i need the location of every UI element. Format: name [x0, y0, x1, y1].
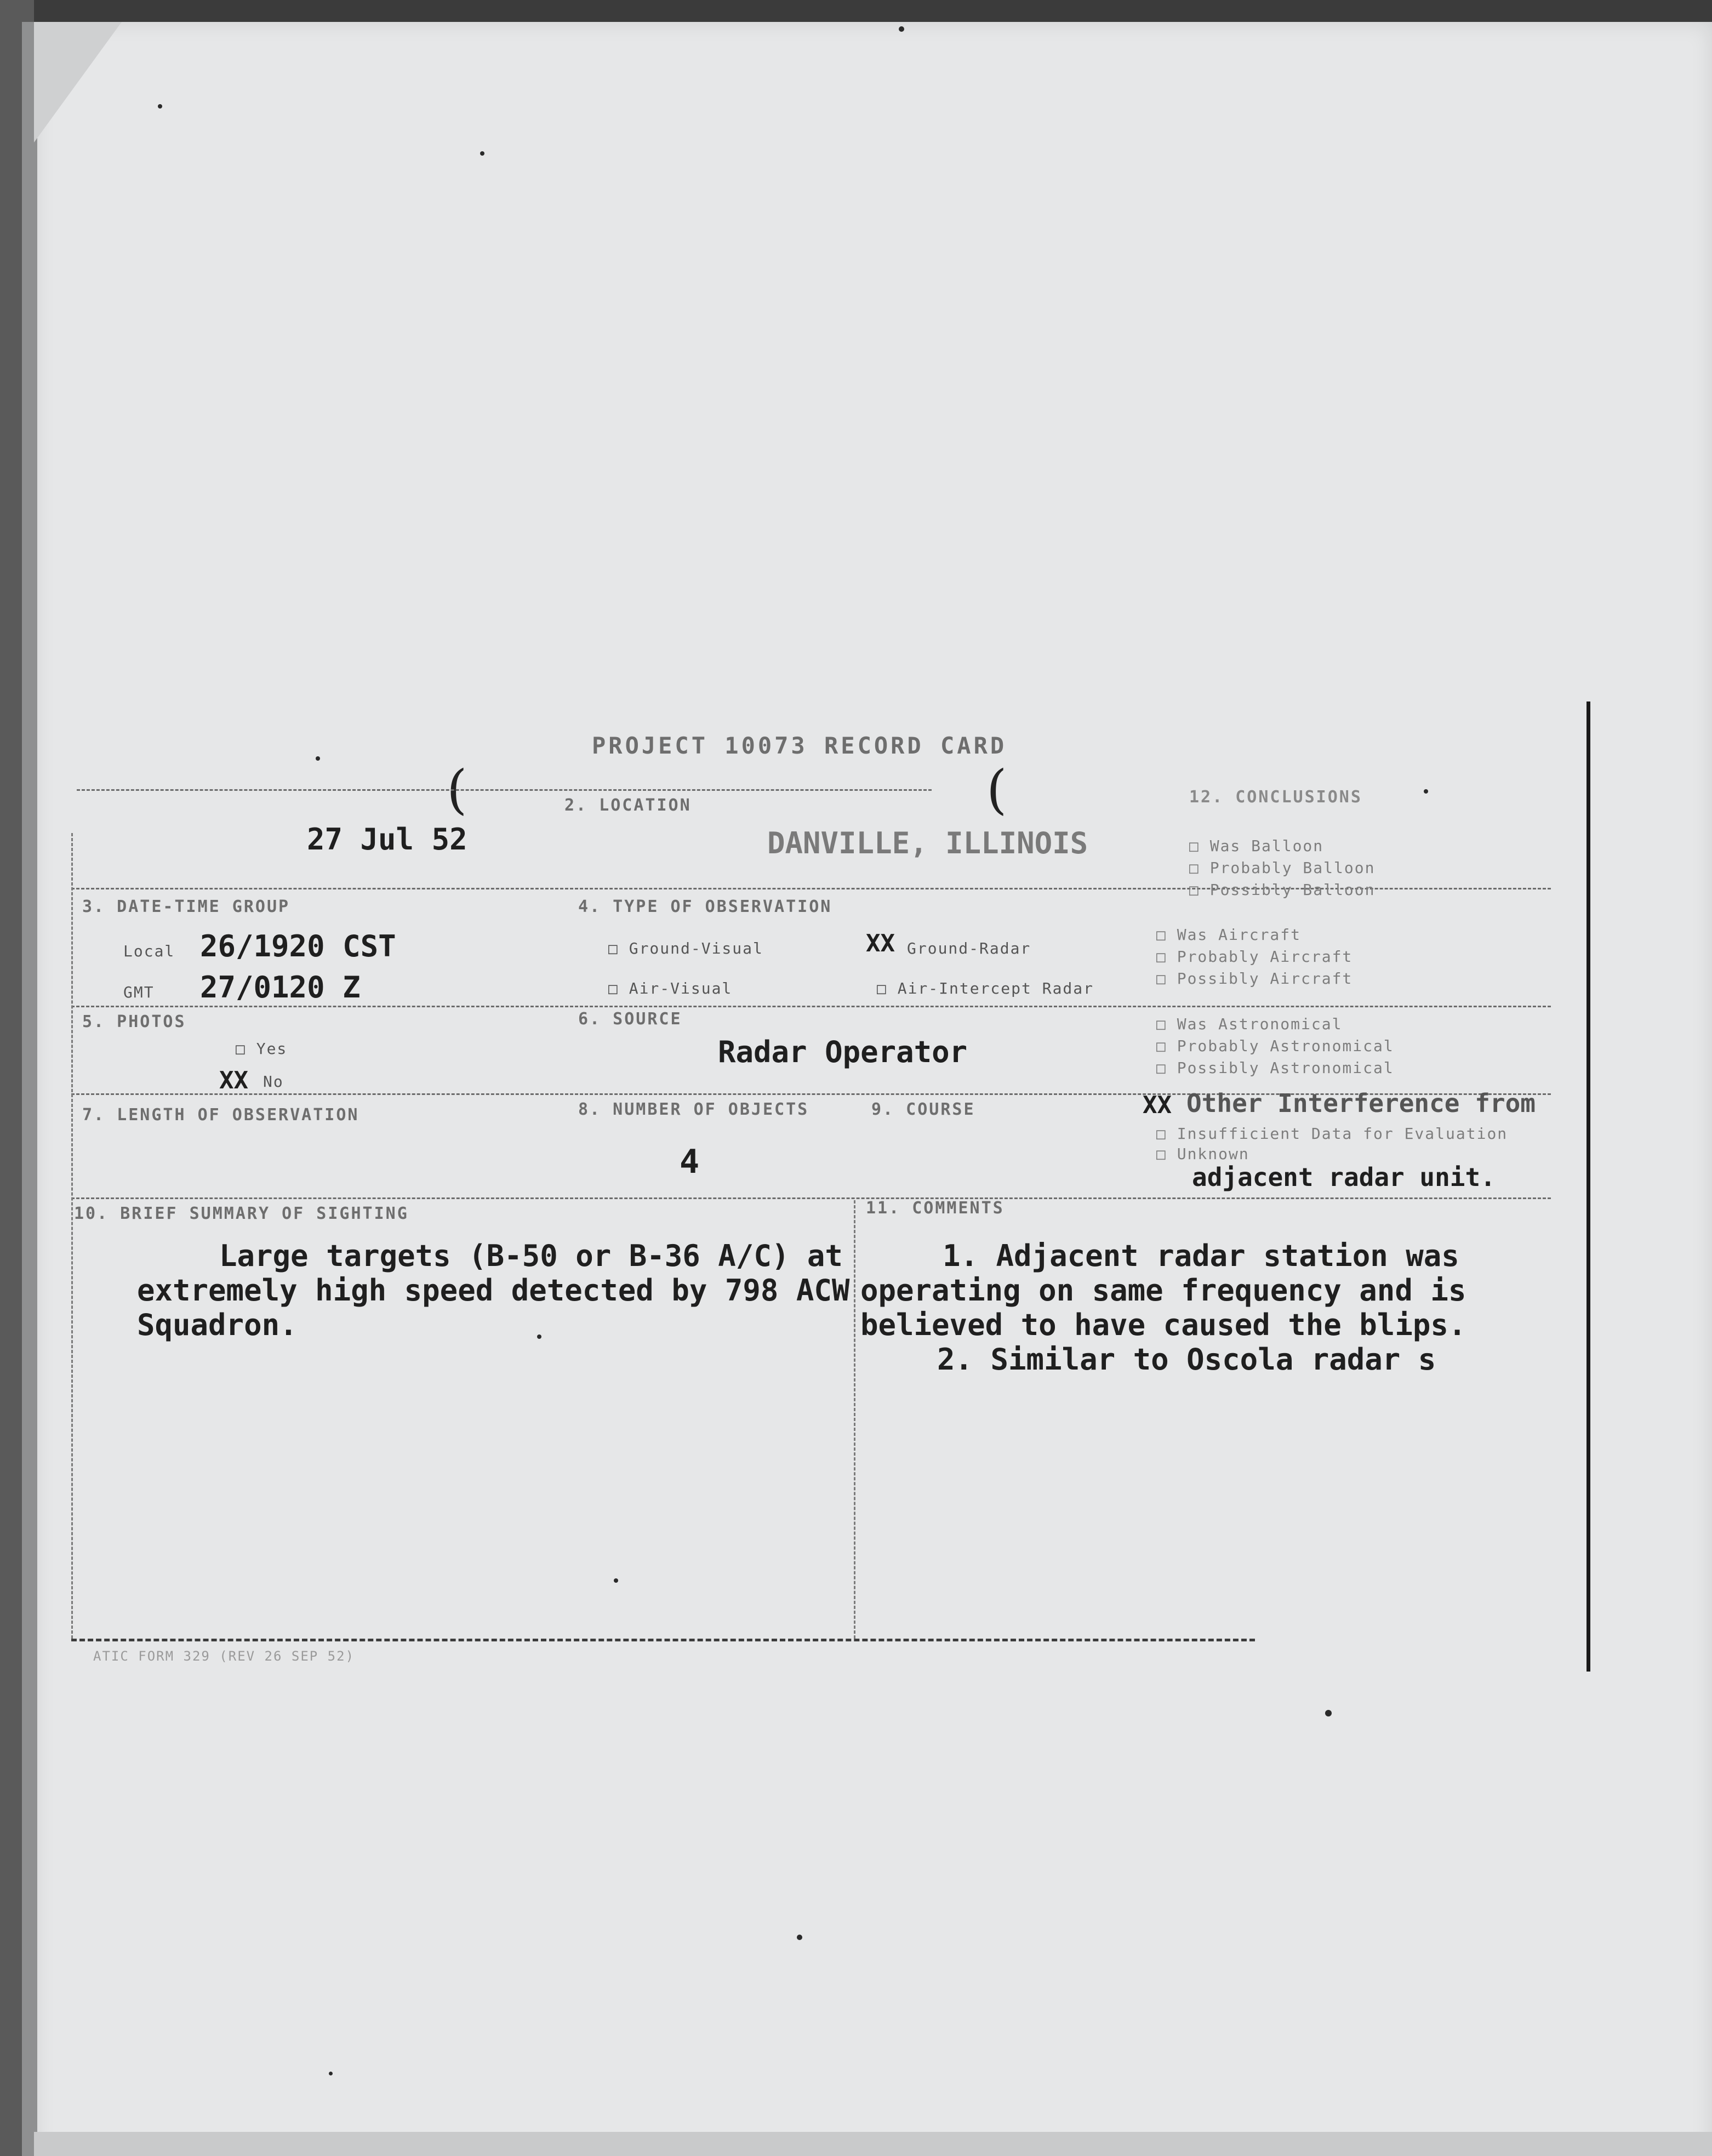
scan-speck [158, 104, 162, 109]
conclusion-option-5: □ Probably Aircraft [1156, 948, 1353, 966]
dtg-local-prefix: Local [123, 942, 175, 960]
conclusion-option-4: □ Was Aircraft [1156, 926, 1302, 944]
conclusion-selected-mark: XX [1143, 1091, 1172, 1119]
middle-rule [854, 1200, 855, 1639]
comments-line-2: operating on same frequency and is [860, 1273, 1466, 1308]
air-intercept-option: □ Air-Intercept Radar [877, 979, 1094, 997]
date-value: 27 Jul 52 [307, 822, 467, 857]
row2-rule [71, 1006, 1551, 1007]
conclusion-option-1: □ Was Balloon [1189, 837, 1324, 855]
top-rule [77, 789, 932, 791]
ground-visual-option: □ Ground-Visual [608, 939, 763, 957]
scan-speck [614, 1578, 618, 1583]
conclusion-option-8: □ Probably Astronomical [1156, 1037, 1394, 1055]
comments-line-4: 2. Similar to Oscola radar s [937, 1342, 1436, 1377]
bottom-rule [71, 1639, 1255, 1641]
scan-left-border [0, 0, 34, 2156]
summary-label: 10. BRIEF SUMMARY OF SIGHTING [74, 1204, 409, 1223]
observation-type-label: 4. TYPE OF OBSERVATION [578, 897, 832, 916]
left-rule [71, 833, 73, 1639]
scan-bottom-border [34, 2132, 1712, 2156]
scan-top-border [0, 0, 1712, 22]
punch-hole-right: ( [986, 759, 1007, 820]
conclusion-option-10: □ Insufficient Data for Evaluation [1156, 1125, 1508, 1143]
conclusion-option-9: □ Possibly Astronomical [1156, 1059, 1394, 1077]
form-number: ATIC FORM 329 (REV 26 SEP 52) [93, 1649, 355, 1664]
objects-label: 8. NUMBER OF OBJECTS [578, 1100, 809, 1119]
folded-corner [34, 22, 122, 142]
location-value: DANVILLE, ILLINOIS [767, 826, 1088, 860]
scan-speck [316, 756, 320, 761]
summary-line-1: Large targets (B-50 or B-36 A/C) at [219, 1239, 843, 1273]
conclusion-option-3: □ Possibly Balloon [1189, 881, 1376, 899]
objects-value: 4 [680, 1143, 700, 1181]
conclusion-option-2: □ Probably Balloon [1189, 859, 1376, 877]
scan-speck [797, 1935, 802, 1940]
ground-radar-mark: XX [866, 929, 895, 957]
scan-speck [329, 2072, 333, 2075]
comments-line-3: believed to have caused the blips. [860, 1308, 1466, 1342]
comments-label: 11. COMMENTS [866, 1199, 1005, 1218]
card-title: PROJECT 10073 RECORD CARD [592, 732, 1007, 759]
conclusion-selected: Other Interference from [1186, 1088, 1536, 1118]
dtg-label: 3. DATE-TIME GROUP [82, 897, 290, 916]
source-label: 6. SOURCE [578, 1009, 682, 1029]
scan-speck [1424, 789, 1428, 794]
ground-radar-option: Ground-Radar [907, 939, 1031, 957]
course-label: 9. COURSE [871, 1100, 975, 1119]
location-label: 2. LOCATION [564, 796, 692, 815]
summary-line-2: extremely high speed detected by 798 ACW [137, 1273, 850, 1308]
punch-hole-left: ( [447, 759, 467, 820]
conclusion-option-7: □ Was Astronomical [1156, 1015, 1343, 1033]
length-label: 7. LENGTH OF OBSERVATION [82, 1105, 359, 1125]
scan-speck [480, 151, 484, 156]
dtg-gmt-value: 27/0120 Z [200, 970, 361, 1005]
comments-line-1: 1. Adjacent radar station was [943, 1239, 1459, 1273]
air-visual-option: □ Air-Visual [608, 979, 733, 997]
summary-line-3: Squadron. [137, 1308, 298, 1342]
photos-label: 5. PHOTOS [82, 1012, 186, 1031]
conclusion-label: 12. CONCLUSIONS [1189, 788, 1362, 807]
conclusion-option-6: □ Possibly Aircraft [1156, 969, 1353, 988]
dtg-local-value: 26/1920 CST [200, 929, 396, 963]
dtg-gmt-prefix: GMT [123, 983, 155, 1001]
conclusion-note: adjacent radar unit. [1192, 1162, 1496, 1192]
row4-rule [71, 1197, 1551, 1199]
card-edge-line [1587, 701, 1590, 1672]
photos-no-mark: XX [219, 1066, 248, 1094]
source-value: Radar Operator [718, 1035, 968, 1069]
conclusion-option-11: □ Unknown [1156, 1145, 1249, 1163]
photos-no-option: No [263, 1073, 284, 1091]
scan-speck [899, 26, 904, 32]
photos-yes-option: □ Yes [236, 1040, 288, 1058]
scan-speck [537, 1334, 541, 1339]
scan-speck [1325, 1710, 1332, 1716]
